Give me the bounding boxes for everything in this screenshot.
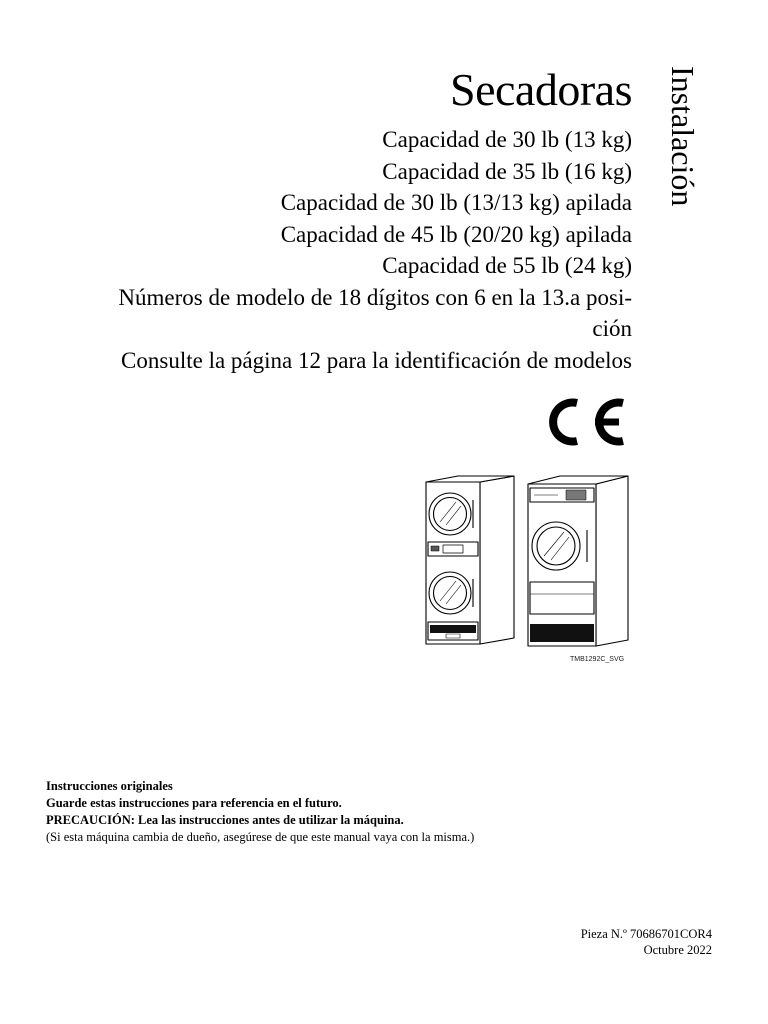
dryer-illustration: [416, 470, 634, 650]
model-number-line: Números de modelo de 18 dígitos con 6 en la 13.a posi-: [118, 284, 632, 310]
capacity-line: Capacidad de 30 lb (13/13 kg) apilada: [280, 190, 632, 215]
publication-date: Octubre 2022: [643, 943, 712, 957]
document-title: Secadoras: [450, 64, 632, 115]
keep-instructions-text: Guarde estas instrucciones para referencia en el futuro.: [46, 796, 342, 810]
document-footer: [581, 926, 712, 958]
part-number: Pieza N.º 70686701COR4: [580, 927, 712, 941]
instructions-notes: [46, 778, 566, 846]
section-tab-label: Instalación: [665, 66, 701, 207]
ce-mark-logo: [541, 397, 627, 447]
capacity-line: Capacidad de 45 lb (20/20 kg) apilada: [280, 221, 632, 247]
original-instructions-text: Instrucciones originales: [46, 779, 173, 793]
capacity-line: Capacidad de 35 lb (16 kg): [382, 158, 632, 184]
capacity-line: Capacidad de 30 lb (13 kg): [382, 127, 632, 152]
model-number-line-continued: ción: [592, 316, 632, 341]
model-reference-line: Consulte la página 12 para la identificación de modelos: [121, 347, 632, 373]
capacity-line: Capacidad de 55 lb (24 kg): [382, 253, 632, 278]
figure-caption: TMB1292C_SVG: [570, 656, 625, 663]
ownership-note-text: (Si esta máquina cambia de dueño, asegúrese de que este manual vaya con la misma.): [46, 830, 475, 844]
capacity-list: [32, 124, 632, 376]
caution-text: PRECAUCIÓN: Lea las instrucciones antes de utilizar la máquina.: [46, 813, 404, 827]
